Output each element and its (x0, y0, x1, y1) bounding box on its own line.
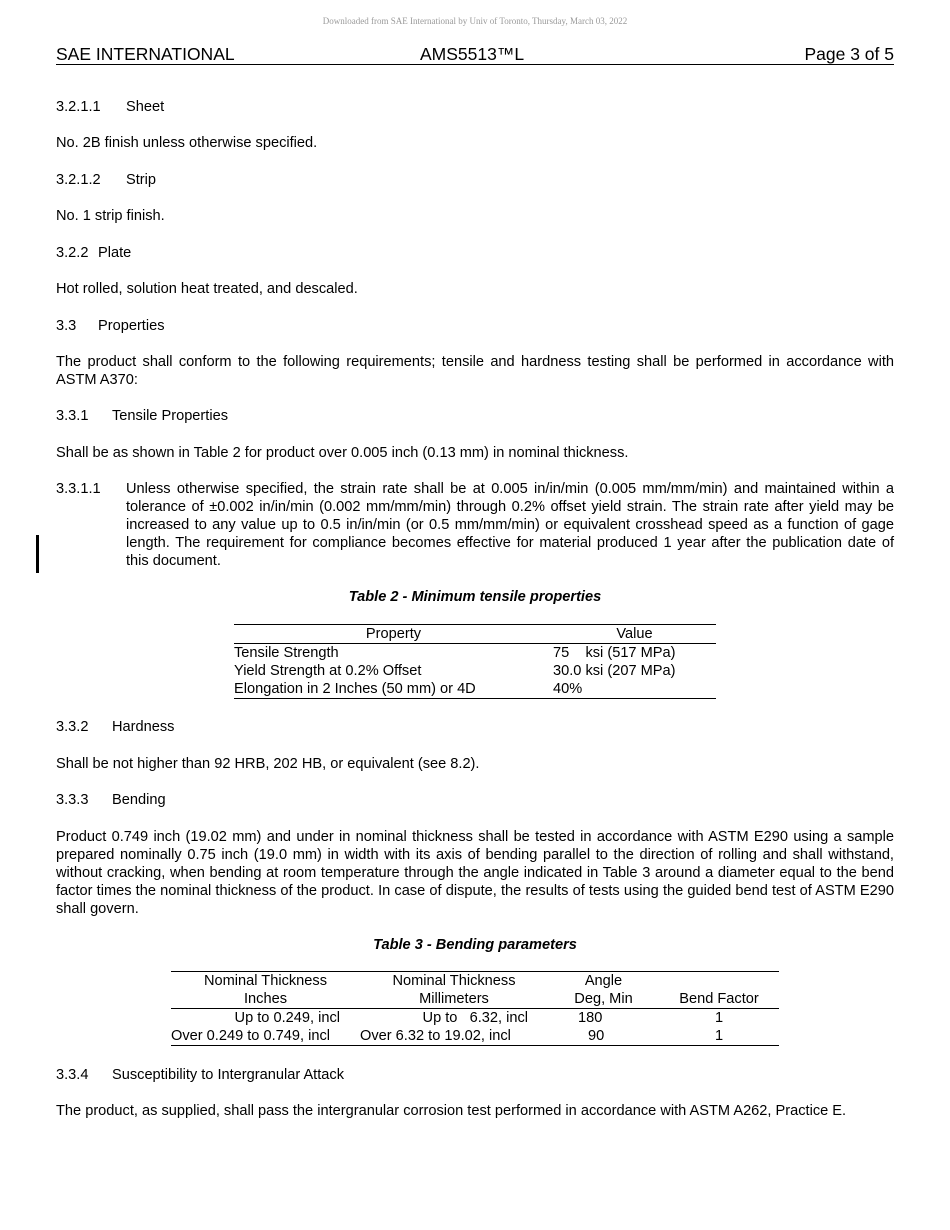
heading-3-3-1 (56, 407, 894, 425)
heading-3-3-3 (56, 791, 894, 809)
section-number: 3.3.2 (56, 719, 89, 735)
column-header-angle (548, 972, 659, 1009)
table-cell: Yield Strength at 0.2% Offset (234, 663, 422, 679)
table-row (234, 644, 716, 663)
heading-3-2-2 (56, 244, 894, 262)
header-line: Nominal Thickness (203, 973, 327, 989)
section-number: 3.2.1.2 (56, 172, 101, 188)
header-line: Nominal Thickness (392, 973, 516, 989)
section-number: 3.3.3 (56, 792, 89, 808)
header-line: Deg, Min (574, 991, 633, 1007)
table-cell: 1 (714, 1028, 724, 1044)
column-header-inches (171, 972, 360, 1009)
table-cell: 180 (578, 1010, 603, 1026)
paragraph-intergranular: The product, as supplied, shall pass the intergranular corrosion test performed in accordance with ASTM A262, Practice E. (56, 1103, 847, 1119)
table-row (171, 1027, 779, 1046)
paragraph-hardness: Shall be not higher than 92 HRB, 202 HB, or equivalent (see 8.2). (56, 756, 480, 772)
table3-caption: Table 3 - Bending parameters (373, 937, 577, 953)
table-row (234, 680, 716, 699)
header-line: Millimeters (419, 991, 489, 1007)
heading-3-3-4 (56, 1066, 894, 1084)
paragraph-strip: No. 1 strip finish. (56, 208, 165, 224)
section-title: Plate (98, 245, 132, 261)
paragraph-plate: Hot rolled, solution heat treated, and descaled. (56, 281, 358, 297)
table-cell: Up to 0.249, incl (234, 1010, 340, 1026)
header-line: Inches (244, 991, 287, 1007)
table-row (234, 662, 716, 680)
column-header-millimeters (360, 972, 548, 1009)
page-number: Page 3 of 5 (804, 44, 894, 64)
table-cell: Up to 6.32, incl (422, 1010, 528, 1026)
table-header-row (171, 972, 779, 1009)
paragraph-properties: The product shall conform to the following requirements; tensile and hardness testing shall be performed in accordance with ASTM A370: (56, 354, 894, 388)
section-number: 3.2.2 (56, 245, 89, 261)
section-number: 3.3.1.1 (56, 481, 101, 497)
column-header-value: Value (553, 625, 716, 644)
table2-caption: Table 2 - Minimum tensile properties (348, 589, 602, 605)
section-title: Bending (112, 792, 166, 808)
paragraph-3-3-1-1 (56, 480, 894, 570)
section-number: 3.3 (56, 318, 77, 334)
table-cell: 40% (553, 681, 583, 697)
section-title: Strip (126, 172, 157, 188)
paragraph-bending: Product 0.749 inch (19.02 mm) and under in nominal thickness shall be tested in accordance with ASTM E290 using a sample prepared nominally 0.75 inch (19.0 mm) in width with its axis of bending parallel to the direction of rolling and shall withstand, without cracking, when bending at room temperature through the angle indicated in Table 3 around a diameter equal to the bend factor times the nominal thickness of the product. In case of dispute, the results of tests using the guided bend test of ASTM E290 shall govern. (56, 829, 894, 917)
section-number: 3.3.1 (56, 408, 89, 424)
heading-3-3-2 (56, 718, 894, 736)
table-cell: Over 6.32 to 19.02, incl (360, 1028, 511, 1044)
section-title: Tensile Properties (112, 408, 228, 424)
table-cell: 75 ksi (517 MPa) (553, 645, 676, 661)
section-title: Sheet (126, 99, 165, 115)
heading-3-3 (56, 317, 894, 335)
section-title: Susceptibility to Intergranular Attack (112, 1067, 344, 1083)
table-cell: Tensile Strength (234, 645, 339, 661)
paragraph-sheet: No. 2B finish unless otherwise specified. (56, 135, 318, 151)
table-header-row (234, 625, 716, 644)
publisher-name: SAE INTERNATIONAL (56, 44, 235, 64)
table-cell: 30.0 ksi (207 MPa) (553, 663, 676, 679)
table-cell: Elongation in 2 Inches (50 mm) or 4D (234, 681, 476, 697)
section-number: 3.3.4 (56, 1067, 89, 1083)
table-row (171, 1009, 779, 1028)
section-number: 3.2.1.1 (56, 99, 101, 115)
strain-rate-text: Unless otherwise specified, the strain rate shall be at 0.005 in/in/min (0.005 mm/mm/min) and maintained within a tolerance of ±0.002 in/in/min (0.002 mm/mm/min) through 0.2% offset yield strain. The strain rate after yield may be increased to any value up to 0.5 in/in/min (or 0.5 mm/mm/min) or equivalent crosshead speed as a function of gage length. The requirement for compliance becomes effective for material produced 1 year after the publication date of this document. (126, 481, 894, 569)
header-line: Angle (584, 973, 623, 989)
heading-3-2-1-1 (56, 98, 894, 116)
heading-3-2-1-2 (56, 171, 894, 189)
section-title: Properties (98, 318, 165, 334)
paragraph-tensile: Shall be as shown in Table 2 for product over 0.005 inch (0.13 mm) in nominal thickness. (56, 445, 629, 461)
section-title: Hardness (112, 719, 175, 735)
download-notice: Downloaded from SAE International by Univ of Toronto, Thursday, March 03, 2022 (322, 16, 628, 26)
column-header-property: Property (234, 625, 553, 644)
table-cell: 1 (714, 1010, 724, 1026)
table-cell: Over 0.249 to 0.749, incl (171, 1028, 331, 1044)
document-id: AMS5513™L (420, 44, 525, 64)
table-minimum-tensile (234, 624, 716, 699)
table-cell: 90 (588, 1028, 605, 1044)
revision-bar (36, 535, 39, 573)
column-header-bend-factor: Bend Factor (659, 972, 779, 1009)
table-bending-parameters (171, 971, 779, 1046)
page-header (56, 44, 894, 65)
